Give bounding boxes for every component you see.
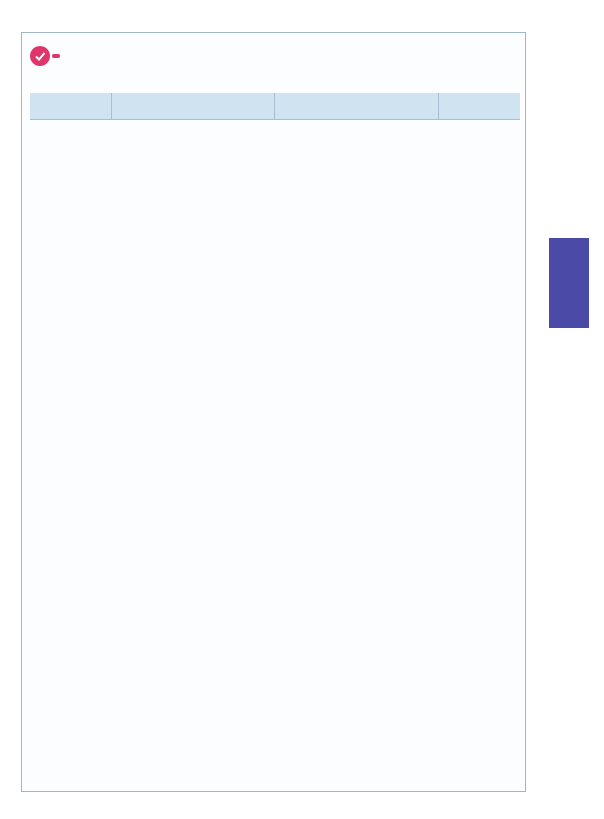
confirm-badge [52,54,60,58]
header-year [275,93,438,120]
table-header-row [30,93,520,120]
presidents-table [30,93,520,120]
header-events [438,93,520,120]
history-side-tab[interactable] [549,238,589,328]
header-name [112,93,275,120]
header-term [30,93,112,120]
presidents-card [21,32,526,792]
check-icon [30,46,50,66]
card-title-row [30,45,66,67]
